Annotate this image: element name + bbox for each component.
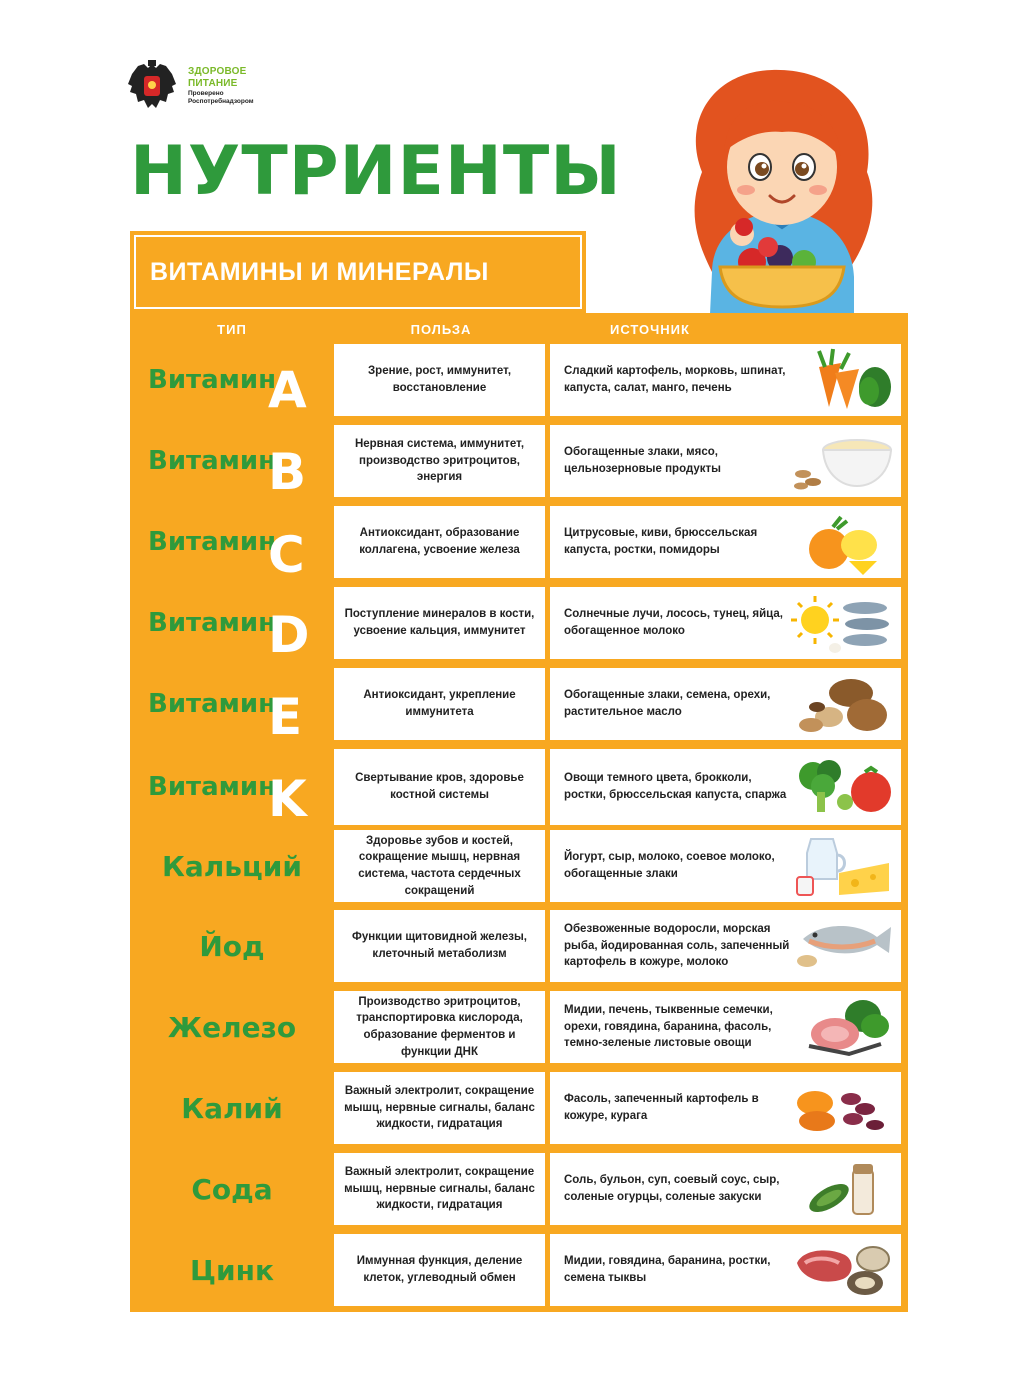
nutrient-type: Йод <box>199 929 265 963</box>
salt-pickle-icon <box>789 1156 895 1222</box>
row-type-iron <box>130 991 334 1063</box>
girl-with-fruit-bowl-illustration <box>672 62 892 314</box>
row-type-vitamin-e <box>130 668 334 746</box>
benefit-cell: Важный электролит, сокращение мышц, нервные сигналы, баланс жидкости, гидратация <box>334 1153 545 1225</box>
vitamin-letter: B <box>268 443 307 501</box>
nutrient-type: Витамин <box>148 772 277 802</box>
vitamin-letter: K <box>268 770 307 828</box>
broccoli-tomato-icon <box>789 754 895 820</box>
column-header-source: ИСТОЧНИК <box>610 321 690 337</box>
source-text: Овощи темного цвета, брокколи, ростки, брюссельская капуста, спаржа <box>564 772 787 801</box>
nutrient-type: Витамин <box>148 608 277 638</box>
cereal-bowl-icon <box>789 428 895 494</box>
apricot-beans-icon <box>789 1075 895 1141</box>
logo-line-1: ЗДОРОВОЕ <box>188 65 247 77</box>
carrot-greens-icon <box>789 347 895 413</box>
nutrient-type: Железо <box>167 1010 297 1044</box>
source-cell <box>550 587 901 659</box>
benefit-cell: Поступление минералов в кости, усвоение кальция, иммунитет <box>334 587 545 659</box>
benefit-cell: Зрение, рост, иммунитет, восстановление <box>334 344 545 416</box>
vitamin-letter: E <box>268 688 303 746</box>
source-cell <box>550 506 901 578</box>
benefit-cell: Антиоксидант, образование коллагена, усвоение железа <box>334 506 545 578</box>
benefit-cell: Здоровье зубов и костей, сокращение мышц, нервная система, частота сердечных сокращений <box>334 830 545 902</box>
source-text: Обогащенные злаки, мясо, цельнозерновые продукты <box>564 446 721 475</box>
source-text: Йогурт, сыр, молоко, соевое молоко, обогащенные злаки <box>564 851 775 880</box>
meat-greens-icon <box>789 994 895 1060</box>
dairy-icon <box>789 833 895 899</box>
section-title: ВИТАМИНЫ И МИНЕРАЛЫ <box>150 257 489 286</box>
benefit-cell: Антиоксидант, укрепление иммунитета <box>334 668 545 740</box>
logo-subtitle-2: Роспотребнадзором <box>188 98 254 105</box>
sun-fish-icon <box>789 590 895 656</box>
nutrient-type: Витамин <box>148 689 277 719</box>
nutrient-type: Калий <box>181 1091 283 1125</box>
source-cell <box>550 991 901 1063</box>
source-cell <box>550 1234 901 1306</box>
page-title: НУТРИЕНТЫ <box>130 132 622 211</box>
source-text: Мидии, печень, тыквенные семечки, орехи, говядина, баранина, фасоль, темно-зеленые листовые овощи <box>564 1003 773 1050</box>
source-text: Обогащенные злаки, семена, орехи, растительное масло <box>564 689 771 718</box>
source-cell <box>550 668 901 740</box>
row-type-iodine <box>130 910 334 982</box>
logo <box>124 58 254 114</box>
fish-icon <box>789 913 895 979</box>
benefit-cell: Производство эритроцитов, транспортировка кислорода, образование ферментов и функции ДНК <box>334 991 545 1063</box>
benefit-cell: Важный электролит, сокращение мышц, нервные сигналы, баланс жидкости, гидратация <box>334 1072 545 1144</box>
source-text: Фасоль, запеченный картофель в кожуре, курага <box>564 1093 759 1122</box>
benefit-cell: Иммунная функция, деление клеток, углеводный обмен <box>334 1234 545 1306</box>
vitamin-letter: D <box>268 606 310 664</box>
source-text: Обезвоженные водоросли, морская рыба, йодированная соль, запеченный картофель в кожуре, молоко <box>564 922 790 969</box>
source-cell <box>550 830 901 902</box>
nuts-icon <box>789 671 895 737</box>
nutrient-type: Витамин <box>148 446 277 476</box>
source-text: Соль, бульон, суп, соевый соус, сыр, соленые огурцы, соленые закуски <box>564 1174 780 1203</box>
source-text: Мидии, говядина, баранина, ростки, семена тыквы <box>564 1255 771 1284</box>
citrus-fruits-icon <box>789 509 895 575</box>
nutrient-type: Сода <box>191 1172 273 1206</box>
source-cell <box>550 425 901 497</box>
source-cell <box>550 1153 901 1225</box>
row-type-soda <box>130 1153 334 1225</box>
logo-line-2: ПИТАНИЕ <box>188 77 238 89</box>
logo-subtitle-1: Проверено <box>188 89 224 97</box>
source-text: Солнечные лучи, лосось, тунец, яйца, обогащенное молоко <box>564 608 783 637</box>
source-cell <box>550 749 901 825</box>
row-type-calcium <box>130 830 334 902</box>
nutrient-type: Витамин <box>148 527 277 557</box>
row-type-potassium <box>130 1072 334 1144</box>
row-type-zinc <box>130 1234 334 1306</box>
nutrient-type: Кальций <box>162 849 302 883</box>
benefit-cell: Свертывание кров, здоровье костной системы <box>334 749 545 825</box>
benefit-cell: Функции щитовидной железы, клеточный метаболизм <box>334 910 545 982</box>
vitamin-letter: A <box>268 361 307 419</box>
vitamin-letter: C <box>268 526 305 584</box>
source-cell <box>550 910 901 982</box>
nutrient-type: Цинк <box>190 1253 274 1287</box>
double-headed-eagle-emblem-icon <box>124 58 180 114</box>
column-header-benefit: ПОЛЬЗА <box>410 321 472 337</box>
section-banner <box>130 231 586 313</box>
source-cell <box>550 344 901 416</box>
column-header-type: ТИП <box>217 321 247 337</box>
benefit-cell: Нервная система, иммунитет, производство эритроцитов, энергия <box>334 425 545 497</box>
source-text: Сладкий картофель, морковь, шпинат, капуста, салат, манго, печень <box>564 365 786 394</box>
meat-oyster-icon <box>789 1237 895 1303</box>
nutrient-type: Витамин <box>148 365 277 395</box>
source-text: Цитрусовые, киви, брюссельская капуста, ростки, помидоры <box>564 527 758 556</box>
source-cell <box>550 1072 901 1144</box>
